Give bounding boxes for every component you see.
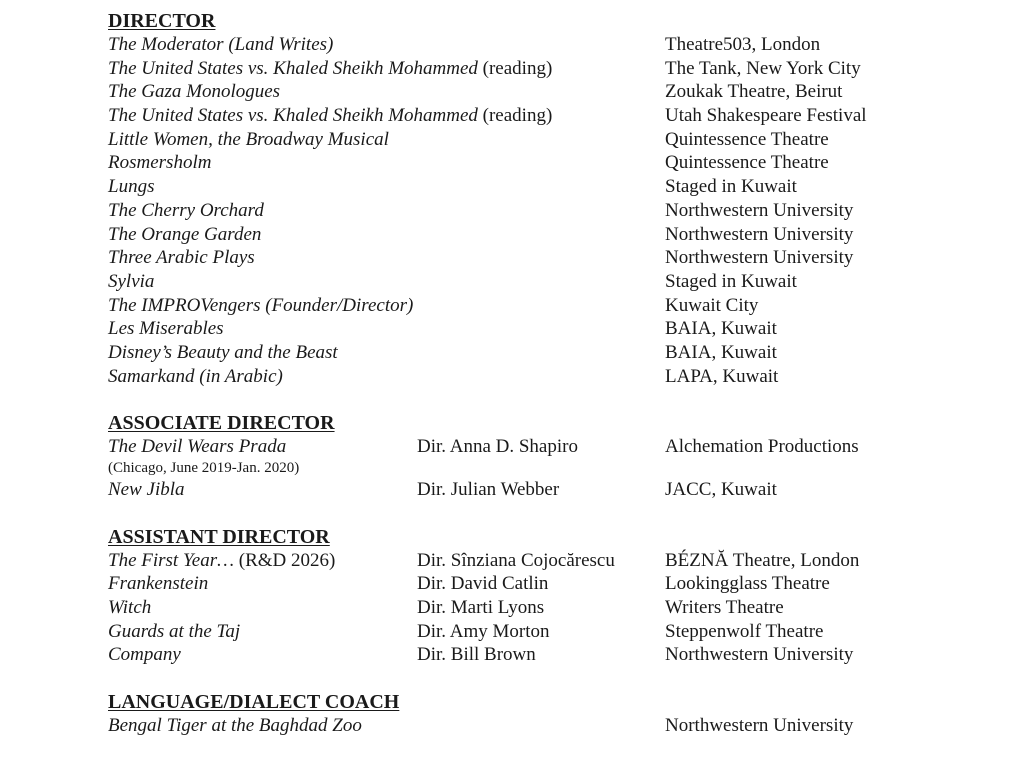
credit-row xyxy=(108,151,1008,175)
venue: Lookingglass Theatre xyxy=(665,573,830,595)
show-title-text: The Cherry Orchard xyxy=(108,199,264,221)
show-title-suffix: (reading) xyxy=(477,57,553,79)
show-title-text: The United States vs. Khaled Sheikh Mohammed xyxy=(108,57,478,79)
section-assistant-director xyxy=(108,525,1008,667)
show-title xyxy=(108,317,224,341)
credit-row xyxy=(108,365,1008,389)
show-title xyxy=(108,294,413,318)
venue: Steppenwolf Theatre xyxy=(665,620,824,642)
credit-row xyxy=(108,294,1008,318)
show-title xyxy=(108,246,255,270)
venue: BÉZNĂ Theatre, London xyxy=(665,549,860,571)
credit-row xyxy=(108,57,1008,81)
credit-row xyxy=(108,549,1008,573)
credit-row xyxy=(108,596,1008,620)
director-name: Dir. Marti Lyons xyxy=(417,597,545,619)
show-title-text: The Devil Wears Prada xyxy=(108,436,287,458)
show-title xyxy=(108,80,280,104)
show-title-suffix: (reading) xyxy=(477,105,553,127)
venue: Kuwait City xyxy=(665,294,759,316)
venue: Writers Theatre xyxy=(665,597,784,619)
venue: Quintessence Theatre xyxy=(665,128,829,150)
credit-row xyxy=(108,175,1008,199)
section-title-assistant-director: ASSISTANT DIRECTOR xyxy=(108,525,330,548)
credit-row xyxy=(108,270,1008,294)
venue: Northwestern University xyxy=(665,644,854,666)
venue: Northwestern University xyxy=(665,199,854,221)
resume-page xyxy=(108,9,1008,761)
venue: Utah Shakespeare Festival xyxy=(665,105,867,127)
show-title-text: The Orange Garden xyxy=(108,223,262,245)
show-title xyxy=(108,270,154,294)
credit-row xyxy=(108,128,1008,152)
production-note: (Chicago, June 2019-Jan. 2020) xyxy=(108,460,300,476)
show-title xyxy=(108,714,362,738)
credit-row xyxy=(108,435,1008,459)
credit-row xyxy=(108,317,1008,341)
show-title xyxy=(108,549,335,573)
director-name: Dir. Sînziana Cojocărescu xyxy=(417,549,615,571)
show-title xyxy=(108,596,151,620)
venue: LAPA, Kuwait xyxy=(665,365,779,387)
show-title-text: Sylvia xyxy=(108,270,155,292)
show-title xyxy=(108,620,240,644)
credit-row xyxy=(108,223,1008,247)
venue: Theatre503, London xyxy=(665,34,821,55)
venue: JACC, Kuwait xyxy=(665,479,777,500)
show-title xyxy=(108,435,286,459)
show-title-text: The United States vs. Khaled Sheikh Mohammed xyxy=(108,105,478,127)
credit-row xyxy=(108,572,1008,596)
show-title xyxy=(108,478,185,502)
show-title-text: Company xyxy=(108,644,181,666)
show-title-text: The Moderator (Land Writes) xyxy=(108,34,334,55)
venue: Northwestern University xyxy=(665,223,854,245)
credit-row xyxy=(108,478,1008,502)
venue: Alchemation Productions xyxy=(665,436,859,458)
director-name: Dir. Bill Brown xyxy=(417,644,536,666)
show-title-text: The Gaza Monologues xyxy=(108,81,281,103)
director-name: Dir. David Catlin xyxy=(417,573,549,595)
credit-row xyxy=(108,80,1008,104)
show-title xyxy=(108,128,389,152)
venue: Quintessence Theatre xyxy=(665,152,829,174)
venue: The Tank, New York City xyxy=(665,57,861,79)
show-title-text: Rosmersholm xyxy=(108,152,212,174)
show-title xyxy=(108,365,283,389)
director-name: Dir. Anna D. Shapiro xyxy=(417,436,578,458)
section-associate-director xyxy=(108,411,1008,501)
director-name: Dir. Amy Morton xyxy=(417,620,550,642)
director-name: Dir. Julian Webber xyxy=(417,479,560,500)
credit-row xyxy=(108,643,1008,667)
show-title xyxy=(108,57,552,81)
show-title xyxy=(108,33,333,57)
venue: BAIA, Kuwait xyxy=(665,318,777,340)
credit-row xyxy=(108,33,1008,57)
section-title-language-dialect-coach: LANGUAGE/DIALECT COACH xyxy=(108,691,400,714)
show-title xyxy=(108,199,264,223)
credit-row xyxy=(108,104,1008,128)
venue: BAIA, Kuwait xyxy=(665,341,777,363)
show-title xyxy=(108,341,338,365)
show-title-text: Little Women, the Broadway Musical xyxy=(108,128,389,150)
venue: Staged in Kuwait xyxy=(665,270,797,292)
section-title-associate-director: ASSOCIATE DIRECTOR xyxy=(108,412,335,435)
credit-row xyxy=(108,341,1008,365)
section-director xyxy=(108,9,1008,388)
show-title-text: Witch xyxy=(108,597,152,619)
show-title xyxy=(108,223,261,247)
show-title-text: Lungs xyxy=(108,176,155,198)
show-title-suffix: (R&D 2026) xyxy=(234,549,336,571)
credit-row xyxy=(108,714,1008,738)
section-language-dialect-coach xyxy=(108,690,1008,738)
venue: Northwestern University xyxy=(665,247,854,269)
venue: Zoukak Theatre, Beirut xyxy=(665,81,843,103)
show-title-text: The First Year… xyxy=(108,549,234,571)
venue: Staged in Kuwait xyxy=(665,176,797,198)
show-title-text: Les Miserables xyxy=(108,318,224,340)
show-title-text: The IMPROVengers (Founder/Director) xyxy=(108,294,414,316)
show-title xyxy=(108,643,181,667)
show-title-text: Three Arabic Plays xyxy=(108,247,255,269)
venue: Northwestern University xyxy=(665,715,854,737)
show-title-text: Bengal Tiger at the Baghdad Zoo xyxy=(108,715,362,737)
show-title-text: Guards at the Taj xyxy=(108,620,241,642)
credit-row xyxy=(108,246,1008,270)
show-title-text: Disney’s Beauty and the Beast xyxy=(108,341,338,363)
credit-row xyxy=(108,199,1008,223)
show-title xyxy=(108,572,208,596)
show-title-text: Samarkand (in Arabic) xyxy=(108,365,283,387)
show-title-text: New Jibla xyxy=(108,479,185,500)
show-title xyxy=(108,175,154,199)
show-title-text: Frankenstein xyxy=(108,573,209,595)
section-title-director: DIRECTOR xyxy=(108,10,216,32)
credit-row xyxy=(108,620,1008,644)
show-title xyxy=(108,104,552,128)
show-title xyxy=(108,151,211,175)
